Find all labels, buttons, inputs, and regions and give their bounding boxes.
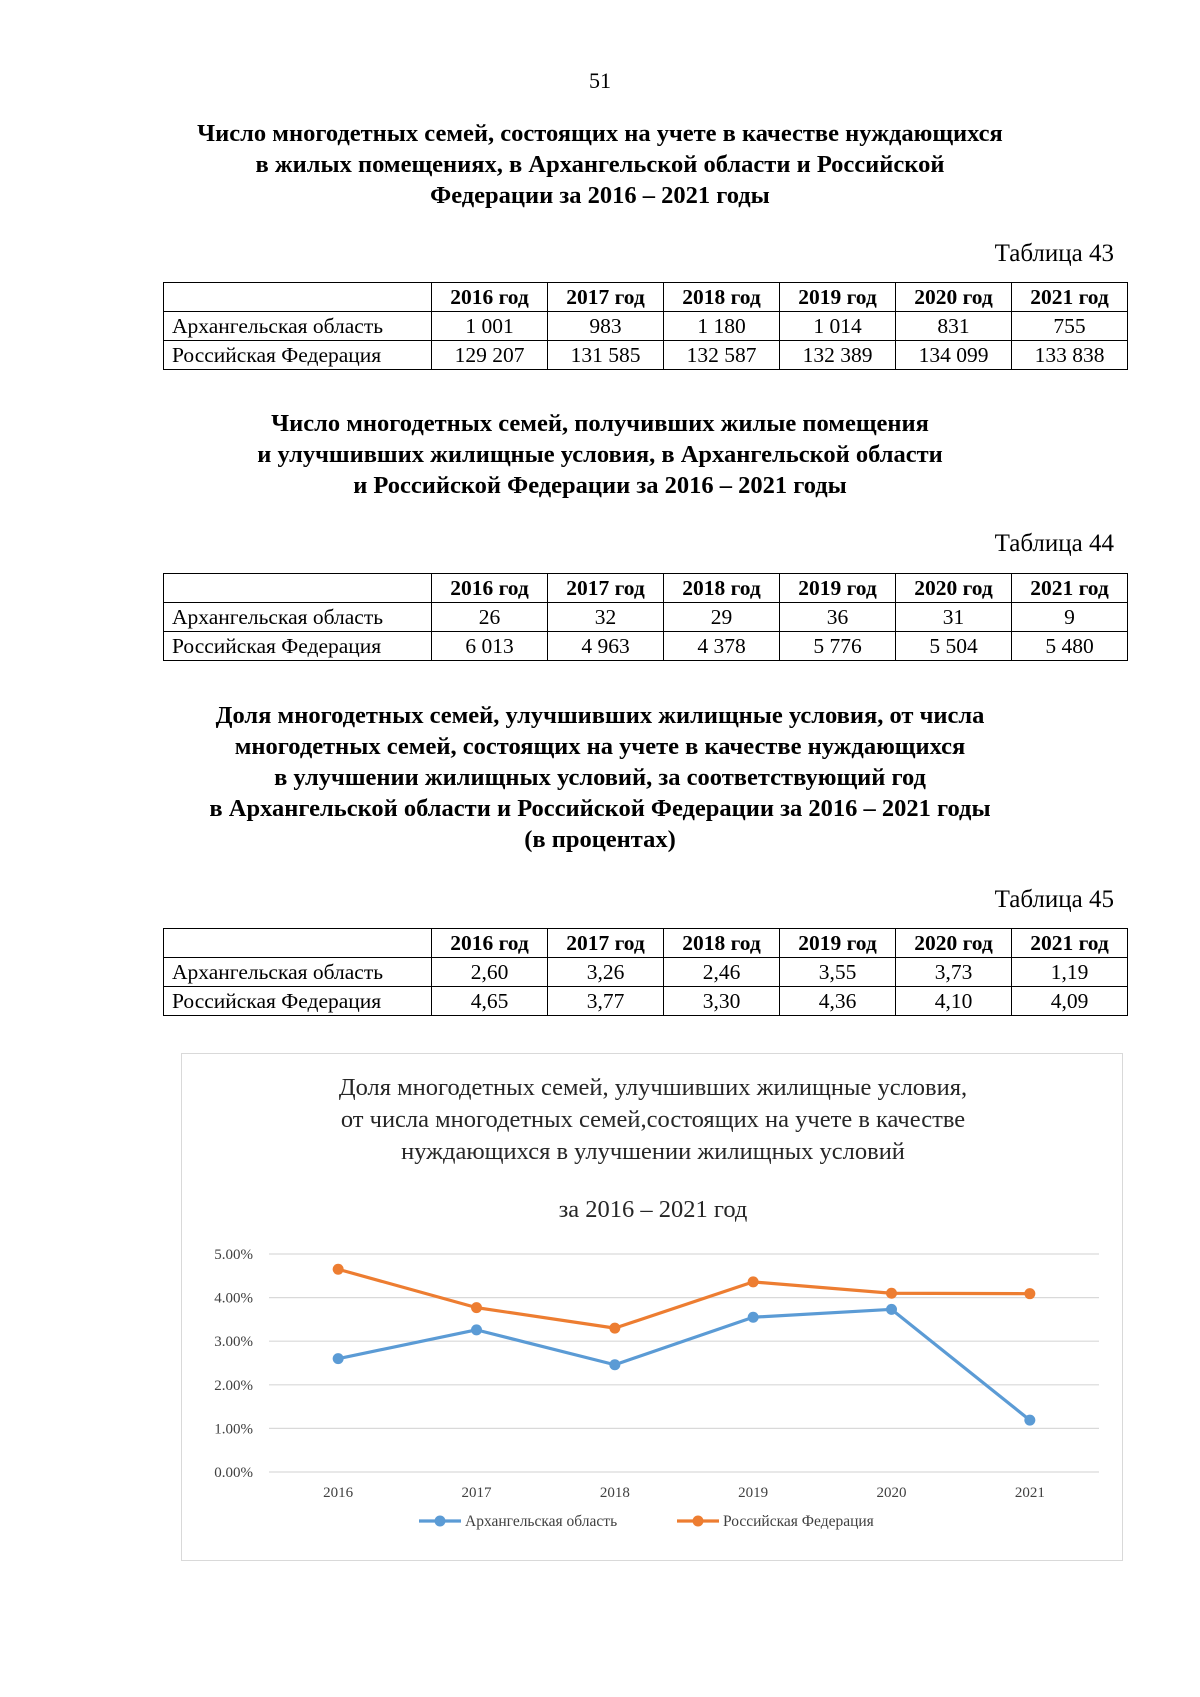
data-point bbox=[471, 1302, 482, 1313]
series-line-2 bbox=[338, 1269, 1030, 1328]
table-cell: 26 bbox=[432, 603, 548, 632]
table-cell: 3,30 bbox=[664, 987, 780, 1016]
table-cell: 29 bbox=[664, 603, 780, 632]
corner-cell bbox=[164, 283, 432, 312]
chart-title-line: от числа многодетных семей,состоящих на учете в качестве bbox=[340, 1106, 966, 1133]
data-point bbox=[609, 1359, 620, 1370]
corner-cell bbox=[164, 574, 432, 603]
table-cell: 36 bbox=[780, 603, 896, 632]
heading-line: и улучшивших жилищные условия, в Архангельской области bbox=[257, 441, 943, 468]
year-header: 2016 год bbox=[432, 283, 548, 312]
data-point bbox=[1024, 1288, 1035, 1299]
legend-label: Архангельская область bbox=[465, 1513, 618, 1530]
row-label: Российская Федерация bbox=[164, 341, 432, 370]
table-row bbox=[164, 987, 1128, 1016]
table-cell: 1 180 bbox=[664, 312, 780, 341]
table-cell: 4 378 bbox=[664, 632, 780, 661]
chart-subtitle: за 2016 – 2021 год bbox=[558, 1196, 748, 1223]
y-tick-label: 3.00% bbox=[214, 1334, 253, 1351]
chart-title-line: нуждающихся в улучшении жилищных условий bbox=[401, 1138, 905, 1165]
table-cell: 4,09 bbox=[1012, 987, 1128, 1016]
heading-line: многодетных семей, состоящих на учете в качестве нуждающихся bbox=[234, 733, 966, 760]
table-header-row bbox=[164, 283, 1128, 312]
legend-swatch-marker bbox=[693, 1516, 704, 1527]
year-header: 2017 год bbox=[548, 574, 664, 603]
heading-line: Число многодетных семей, состоящих на учете в качестве нуждающихся bbox=[197, 120, 1003, 147]
page-number: 51 bbox=[589, 68, 611, 93]
corner-cell bbox=[164, 929, 432, 958]
data-point bbox=[471, 1324, 482, 1335]
table-cell: 9 bbox=[1012, 603, 1128, 632]
year-header: 2020 год bbox=[896, 283, 1012, 312]
heading-line: Федерации за 2016 – 2021 годы bbox=[430, 182, 770, 209]
table-cell: 4,36 bbox=[780, 987, 896, 1016]
table-cell: 3,73 bbox=[896, 958, 1012, 987]
table-cell: 1 014 bbox=[780, 312, 896, 341]
year-header: 2018 год bbox=[664, 574, 780, 603]
table-cell: 3,26 bbox=[548, 958, 664, 987]
heading-line: в жилых помещениях, в Архангельской области и Российской bbox=[255, 151, 945, 178]
data-point bbox=[886, 1304, 897, 1315]
table-cell: 4,10 bbox=[896, 987, 1012, 1016]
table-cell: 5 504 bbox=[896, 632, 1012, 661]
y-tick-label: 4.00% bbox=[214, 1290, 253, 1307]
table-cell: 133 838 bbox=[1012, 341, 1128, 370]
legend-swatch-marker bbox=[435, 1516, 446, 1527]
table-row bbox=[164, 312, 1128, 341]
data-point bbox=[748, 1276, 759, 1287]
y-tick-label: 5.00% bbox=[214, 1247, 253, 1263]
chart-title-line: Доля многодетных семей, улучшивших жилищные условия, bbox=[338, 1074, 968, 1101]
table-cell: 129 207 bbox=[432, 341, 548, 370]
table-cell: 31 bbox=[896, 603, 1012, 632]
table-43-label: Таблица 43 bbox=[994, 240, 1114, 267]
table-cell: 3,77 bbox=[548, 987, 664, 1016]
heading-line: и Российской Федерации за 2016 – 2021 годы bbox=[353, 472, 847, 499]
year-header: 2017 год bbox=[548, 283, 664, 312]
data-point bbox=[333, 1264, 344, 1275]
year-header: 2021 год bbox=[1012, 929, 1128, 958]
table-45-label: Таблица 45 bbox=[994, 886, 1114, 913]
table-cell: 4 963 bbox=[548, 632, 664, 661]
x-tick-label: 2018 bbox=[599, 1485, 630, 1501]
year-header: 2021 год bbox=[1012, 283, 1128, 312]
table-cell: 134 099 bbox=[896, 341, 1012, 370]
table-cell: 32 bbox=[548, 603, 664, 632]
table-cell: 2,46 bbox=[664, 958, 780, 987]
row-label: Архангельская область bbox=[164, 603, 432, 632]
y-tick-label: 1.00% bbox=[214, 1421, 253, 1438]
heading-line: (в процентах) bbox=[524, 826, 676, 853]
year-header: 2019 год bbox=[780, 574, 896, 603]
year-header: 2020 год bbox=[896, 574, 1012, 603]
x-tick-label: 2019 bbox=[738, 1485, 769, 1501]
table-cell: 132 389 bbox=[780, 341, 896, 370]
table-cell: 131 585 bbox=[548, 341, 664, 370]
line-chart bbox=[181, 1053, 1123, 1561]
row-label: Российская Федерация bbox=[164, 987, 432, 1016]
table-cell: 1,19 bbox=[1012, 958, 1128, 987]
x-tick-label: 2021 bbox=[1014, 1485, 1045, 1501]
table-header-row bbox=[164, 929, 1128, 958]
data-point bbox=[333, 1353, 344, 1364]
heading-table-44 bbox=[140, 408, 1060, 501]
heading-line: в улучшении жилищных условий, за соответствующий год bbox=[274, 764, 926, 791]
y-tick-label: 2.00% bbox=[214, 1377, 253, 1394]
heading-line: Число многодетных семей, получивших жилые помещения bbox=[271, 410, 929, 437]
table-44 bbox=[163, 573, 1128, 661]
year-header: 2018 год bbox=[664, 929, 780, 958]
year-header: 2016 год bbox=[432, 574, 548, 603]
year-header: 2019 год bbox=[780, 929, 896, 958]
table-cell: 5 480 bbox=[1012, 632, 1128, 661]
data-point bbox=[1024, 1415, 1035, 1426]
data-point bbox=[886, 1288, 897, 1299]
legend-label: Российская Федерация bbox=[723, 1513, 874, 1530]
year-header: 2020 год bbox=[896, 929, 1012, 958]
row-label: Российская Федерация bbox=[164, 632, 432, 661]
row-label: Архангельская область bbox=[164, 312, 432, 341]
year-header: 2018 год bbox=[664, 283, 780, 312]
series-line-1 bbox=[338, 1309, 1030, 1420]
table-cell: 2,60 bbox=[432, 958, 548, 987]
table-row bbox=[164, 632, 1128, 661]
data-point bbox=[748, 1312, 759, 1323]
table-cell: 3,55 bbox=[780, 958, 896, 987]
year-header: 2016 год bbox=[432, 929, 548, 958]
heading-table-43 bbox=[140, 118, 1060, 211]
row-label: Архангельская область bbox=[164, 958, 432, 987]
heading-line: в Архангельской области и Российской Федерации за 2016 – 2021 годы bbox=[209, 795, 991, 822]
table-cell: 983 bbox=[548, 312, 664, 341]
table-44-label: Таблица 44 bbox=[994, 530, 1114, 557]
year-header: 2017 год bbox=[548, 929, 664, 958]
table-45 bbox=[163, 928, 1128, 1016]
table-row bbox=[164, 958, 1128, 987]
year-header: 2021 год bbox=[1012, 574, 1128, 603]
year-header: 2019 год bbox=[780, 283, 896, 312]
table-cell: 1 001 bbox=[432, 312, 548, 341]
data-point bbox=[609, 1323, 620, 1334]
table-cell: 4,65 bbox=[432, 987, 548, 1016]
table-cell: 831 bbox=[896, 312, 1012, 341]
x-tick-label: 2017 bbox=[461, 1485, 492, 1501]
table-43 bbox=[163, 282, 1128, 370]
table-row bbox=[164, 603, 1128, 632]
x-tick-label: 2016 bbox=[323, 1485, 354, 1501]
chart-plot bbox=[182, 1054, 1122, 1560]
table-cell: 6 013 bbox=[432, 632, 548, 661]
table-cell: 755 bbox=[1012, 312, 1128, 341]
table-cell: 5 776 bbox=[780, 632, 896, 661]
x-tick-label: 2020 bbox=[876, 1485, 907, 1501]
table-cell: 132 587 bbox=[664, 341, 780, 370]
heading-line: Доля многодетных семей, улучшивших жилищные условия, от числа bbox=[215, 702, 985, 729]
heading-table-45 bbox=[140, 700, 1060, 855]
table-row bbox=[164, 341, 1128, 370]
table-header-row bbox=[164, 574, 1128, 603]
y-tick-label: 0.00% bbox=[214, 1465, 253, 1481]
